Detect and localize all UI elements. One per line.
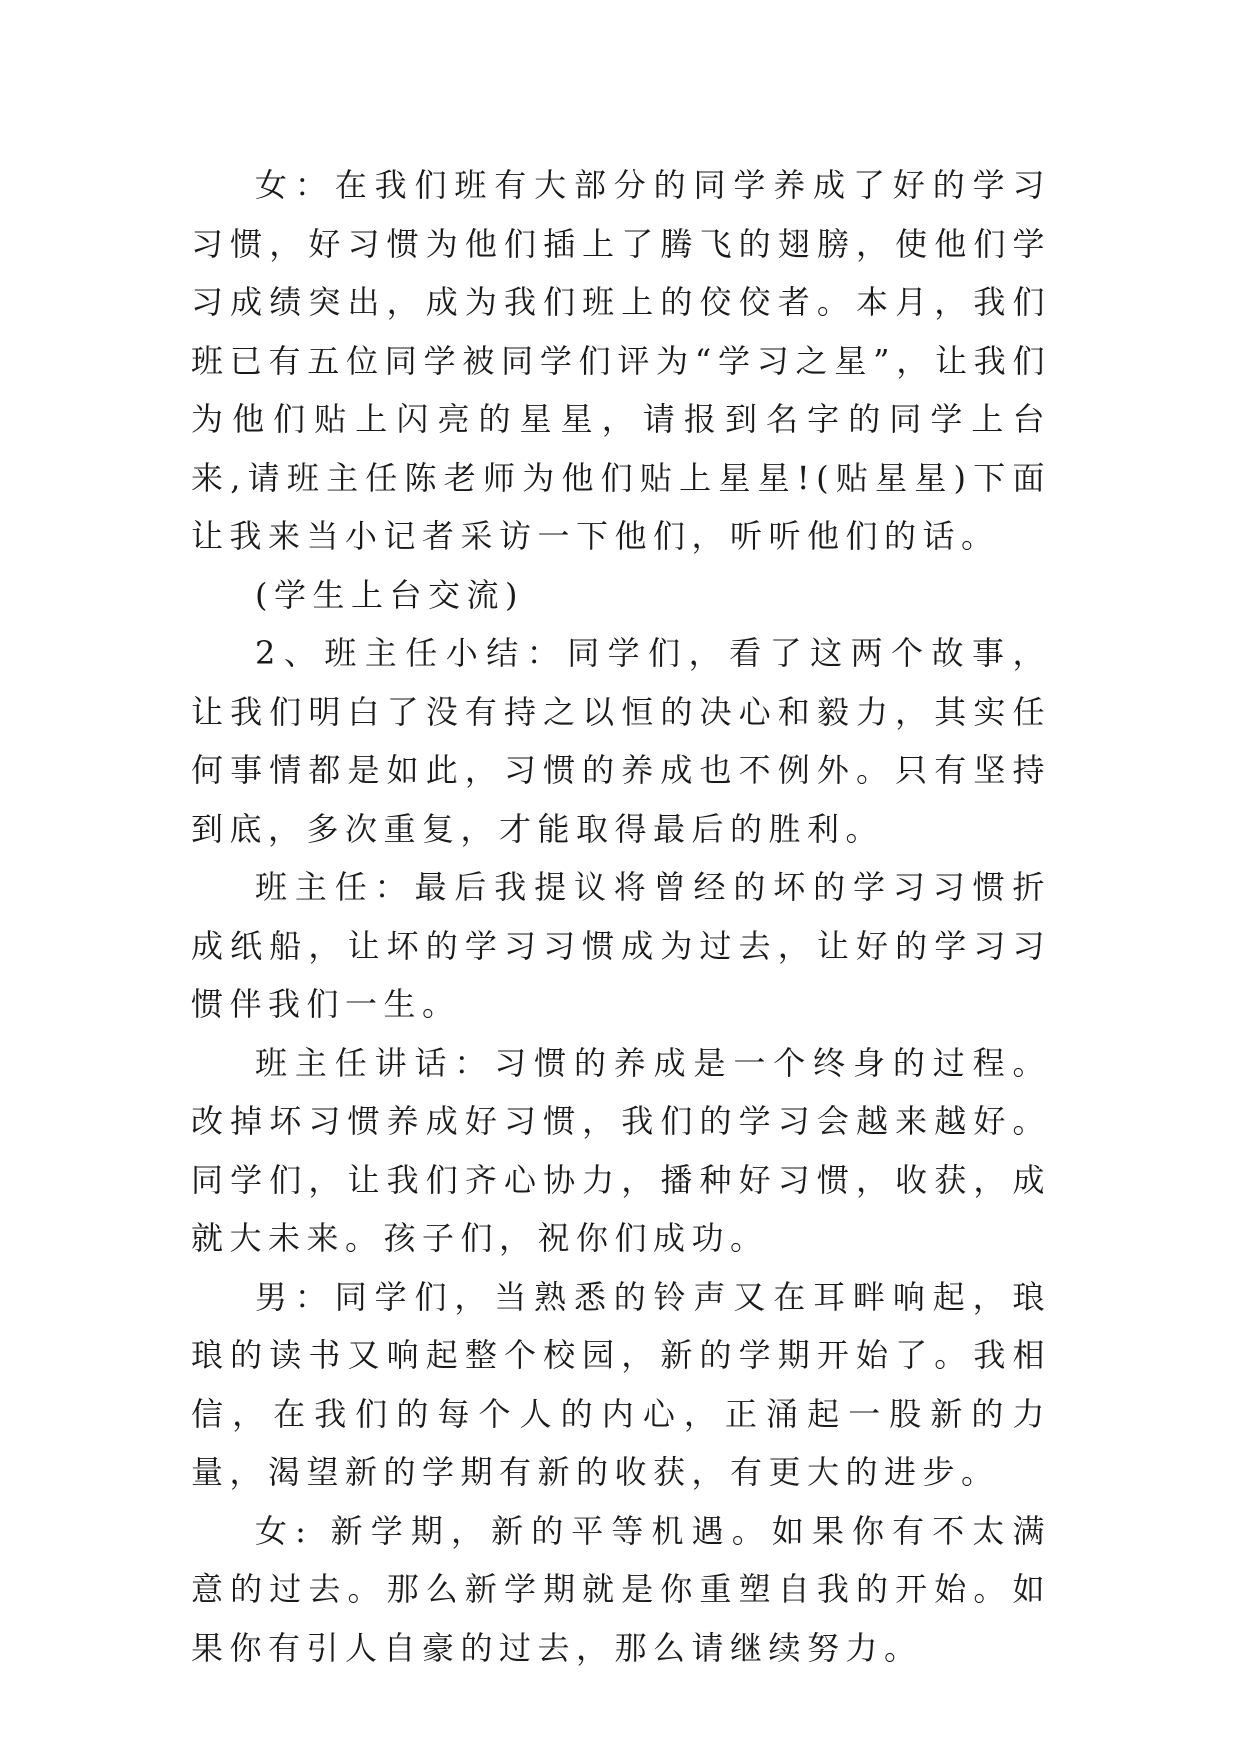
paragraph: 班主任讲话：习惯的养成是一个终身的过程。改掉坏习惯养成好习惯，我们的学习会越来越好。同学们，让我们齐心协力，播种好习惯，收获，成就大未来。孩子们，祝你们成功。 bbox=[191, 1043, 1051, 1257]
paragraph: 女: 新学期，新的平等机遇。如果你有不太满意的过去。那么新学期就是你重塑自我的开始。如果你有引人自豪的过去，那么请继续努力。 bbox=[191, 1511, 1051, 1667]
paragraph: 女：在我们班有大部分的同学养成了好的学习习惯，好习惯为他们插上了腾飞的翅膀，使他们学习成绩突出，成为我们班上的佼佼者。本月，我们班已有五位同学被同学们评为“学习之星”，让我们为他们贴上闪亮的星星，请报到名字的同学上台来,请班主任陈老师为他们贴上星星!(贴星星)下面让我来当小记者采访一下他们，听听他们的话。 bbox=[191, 166, 1051, 555]
paragraph: 男：同学们，当熟悉的铃声又在耳畔响起，琅琅的读书又响起整个校园，新的学期开始了。我相信，在我们的每个人的内心，正涌起一股新的力量，渴望新的学期有新的收获，有更大的进步。 bbox=[191, 1277, 1051, 1491]
paragraph: (学生上台交流) bbox=[255, 575, 524, 614]
document-body bbox=[191, 156, 1051, 1677]
paragraph: 班主任：最后我提议将曾经的坏的学习习惯折成纸船，让坏的学习习惯成为过去，让好的学习习惯伴我们一生。 bbox=[191, 868, 1051, 1023]
paragraph: 2、班主任小结：同学们，看了这两个故事，让我们明白了没有持之以恒的决心和毅力，其实任何事情都是如此，习惯的养成也不例外。只有坚持到底，多次重复，才能取得最后的胜利。 bbox=[191, 634, 1051, 848]
